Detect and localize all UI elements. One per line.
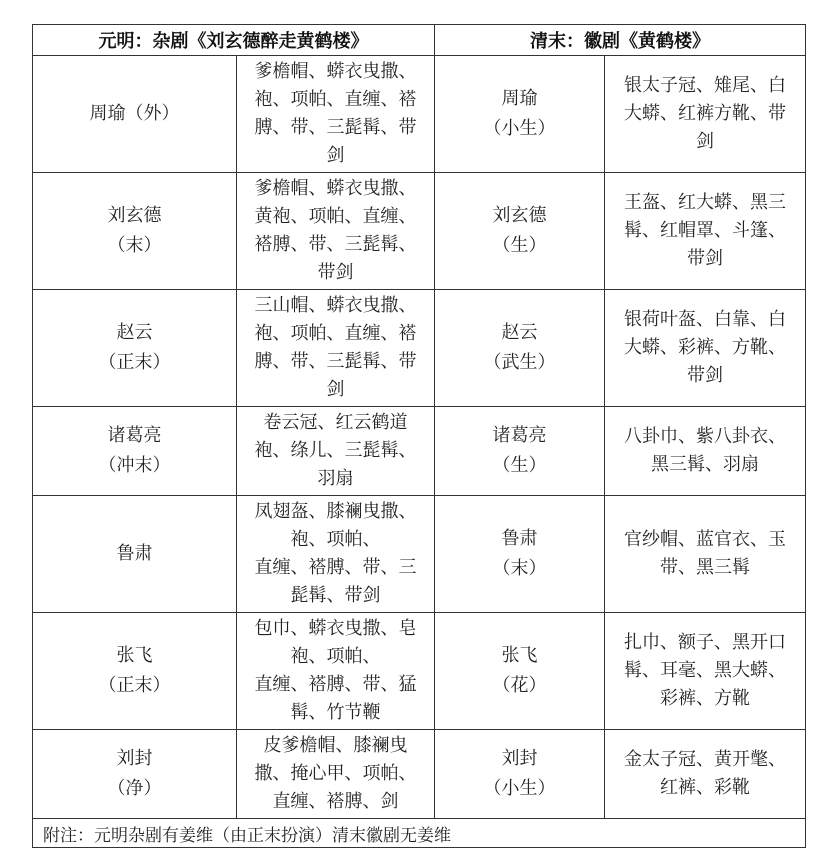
qing-costume-cell [605, 173, 806, 290]
qing-costume-line: 彩裤、方靴 [660, 688, 750, 709]
qing-role-cell [435, 290, 605, 407]
yuan-costume-line: 爹檐帽、蟒衣曳撒、 [254, 61, 417, 82]
qing-role-line: 刘玄德 [492, 205, 547, 226]
note-row [33, 819, 806, 848]
yuan-costume-cell [237, 730, 435, 819]
table-row [33, 407, 806, 496]
qing-costume-line: 银荷叶盔、白靠、白 [624, 309, 786, 330]
yuan-role-line: （正末） [98, 675, 171, 696]
table-body [33, 56, 806, 819]
yuan-role-line: （末） [107, 235, 162, 256]
qing-costume-line: 髯、红帽罩、斗篷、 [624, 220, 786, 241]
yuan-costume-line: 卷云冠、红云鹤道 [263, 412, 408, 433]
yuan-role-line: （净） [107, 778, 162, 799]
yuan-costume-line: 袍、项帕、直缠、褡 [254, 89, 417, 110]
yuan-costume-line: 爹檐帽、蟒衣曳撒、 [254, 178, 417, 199]
yuan-costume-cell [237, 173, 435, 290]
qing-role-line: （小生） [483, 778, 556, 799]
yuan-costume-line: 袍、项帕、 [290, 646, 381, 667]
yuan-costume-cell [237, 496, 435, 613]
yuan-role-line: 刘玄德 [107, 205, 162, 226]
table-row [33, 496, 806, 613]
qing-role-line: 刘封 [501, 748, 538, 769]
yuan-costume-line: 撒、掩心甲、项帕、 [254, 763, 417, 784]
header-qing-mo: 清末：徽剧《黄鹤楼》 [435, 25, 806, 56]
qing-role-line: （生） [492, 455, 547, 476]
yuan-costume-line: 包巾、蟒衣曳撒、皂 [254, 618, 417, 639]
yuan-role-cell [33, 56, 237, 173]
yuan-role-line: （正末） [98, 352, 171, 373]
yuan-costume-line: 髯、竹节鞭 [290, 702, 381, 723]
yuan-costume-line: 皮爹檐帽、膝襕曳 [263, 735, 408, 756]
yuan-role-cell [33, 613, 237, 730]
yuan-role-cell [33, 407, 237, 496]
yuan-costume-line: 剑 [326, 379, 345, 400]
comparison-table-wrapper [32, 24, 806, 848]
table-row [33, 613, 806, 730]
qing-costume-cell [605, 613, 806, 730]
qing-costume-cell [605, 290, 806, 407]
yuan-role-line: 刘封 [116, 748, 153, 769]
yuan-costume-line: 羽扇 [317, 468, 354, 489]
yuan-role-line: 周瑜（外） [89, 103, 180, 124]
yuan-role-cell [33, 290, 237, 407]
qing-role-line: 周瑜 [501, 88, 538, 109]
qing-costume-line: 带剑 [687, 365, 723, 386]
yuan-costume-line: 袍、项帕、直缠、褡 [254, 323, 417, 344]
yuan-costume-line: 直缠、褡膊、带、猛 [254, 674, 417, 695]
qing-costume-cell [605, 730, 806, 819]
qing-role-cell [435, 613, 605, 730]
yuan-costume-line: 带剑 [317, 262, 354, 283]
qing-costume-line: 大蟒、红裤方靴、带 [624, 103, 786, 124]
table-row [33, 173, 806, 290]
yuan-costume-line: 髭髯、带剑 [290, 585, 381, 606]
qing-role-cell [435, 173, 605, 290]
table-row [33, 730, 806, 819]
qing-costume-line: 髯、耳毫、黑大蟒、 [624, 660, 786, 681]
yuan-costume-cell [237, 613, 435, 730]
yuan-costume-line: 凤翅盔、膝襕曳撒、 [254, 501, 417, 522]
yuan-role-line: 张飞 [116, 645, 153, 666]
yuan-role-cell [33, 496, 237, 613]
footnote: 附注：元明杂剧有姜维（由正末扮演）清末徽剧无姜维 [33, 819, 806, 848]
yuan-costume-line: 褡膊、带、三髭髯、 [254, 234, 417, 255]
table-header-row [33, 25, 806, 56]
qing-costume-cell [605, 496, 806, 613]
yuan-role-line: 赵云 [116, 322, 153, 343]
qing-costume-line: 官纱帽、蓝官衣、玉 [624, 529, 786, 550]
qing-costume-line: 红裤、彩靴 [660, 777, 750, 798]
qing-role-line: 张飞 [501, 645, 538, 666]
qing-role-line: （花） [492, 675, 547, 696]
qing-costume-cell [605, 56, 806, 173]
yuan-role-line: 诸葛亮 [107, 425, 162, 446]
qing-role-line: 诸葛亮 [492, 425, 547, 446]
qing-role-cell [435, 56, 605, 173]
qing-role-line: 赵云 [501, 322, 538, 343]
qing-role-line: （生） [492, 235, 547, 256]
yuan-costume-cell [237, 290, 435, 407]
yuan-costume-line: 三山帽、蟒衣曳撒、 [254, 295, 417, 316]
qing-costume-line: 带、黑三髯 [660, 557, 750, 578]
yuan-costume-cell [237, 56, 435, 173]
header-yuan-ming: 元明：杂剧《刘玄德醉走黄鹤楼》 [33, 25, 435, 56]
qing-costume-line: 银太子冠、雉尾、白 [624, 75, 786, 96]
yuan-costume-line: 膊、带、三髭髯、带 [254, 117, 417, 138]
table-row [33, 290, 806, 407]
yuan-costume-line: 黄袍、项帕、直缠、 [254, 206, 417, 227]
qing-costume-cell [605, 407, 806, 496]
qing-costume-line: 大蟒、彩裤、方靴、 [624, 337, 786, 358]
qing-costume-line: 金太子冠、黄开氅、 [624, 749, 786, 770]
qing-costume-line: 八卦巾、紫八卦衣、 [624, 426, 786, 447]
qing-costume-line: 带剑 [687, 248, 723, 269]
qing-costume-line: 王盔、红大蟒、黑三 [624, 192, 786, 213]
table-row [33, 56, 806, 173]
qing-role-line: （武生） [483, 352, 556, 373]
yuan-costume-line: 直缠、褡膊、剑 [272, 791, 399, 812]
yuan-costume-line: 袍、项帕、 [290, 529, 381, 550]
yuan-role-line: 鲁肃 [116, 543, 153, 564]
yuan-role-cell [33, 173, 237, 290]
qing-role-line: 鲁肃 [501, 528, 538, 549]
yuan-role-cell [33, 730, 237, 819]
qing-role-cell [435, 407, 605, 496]
qing-role-line: （末） [492, 558, 547, 579]
yuan-costume-line: 剑 [326, 145, 345, 166]
qing-costume-line: 剑 [696, 131, 714, 152]
yuan-costume-line: 袍、绦儿、三髭髯、 [254, 440, 417, 461]
costume-comparison-table [32, 24, 806, 848]
yuan-costume-line: 直缠、褡膊、带、三 [254, 557, 417, 578]
yuan-costume-line: 膊、带、三髭髯、带 [254, 351, 417, 372]
qing-role-line: （小生） [483, 118, 556, 139]
yuan-costume-cell [237, 407, 435, 496]
qing-costume-line: 扎巾、额子、黑开口 [624, 632, 786, 653]
qing-role-cell [435, 730, 605, 819]
yuan-role-line: （冲末） [98, 455, 171, 476]
qing-costume-line: 黑三髯、羽扇 [651, 454, 759, 475]
qing-role-cell [435, 496, 605, 613]
